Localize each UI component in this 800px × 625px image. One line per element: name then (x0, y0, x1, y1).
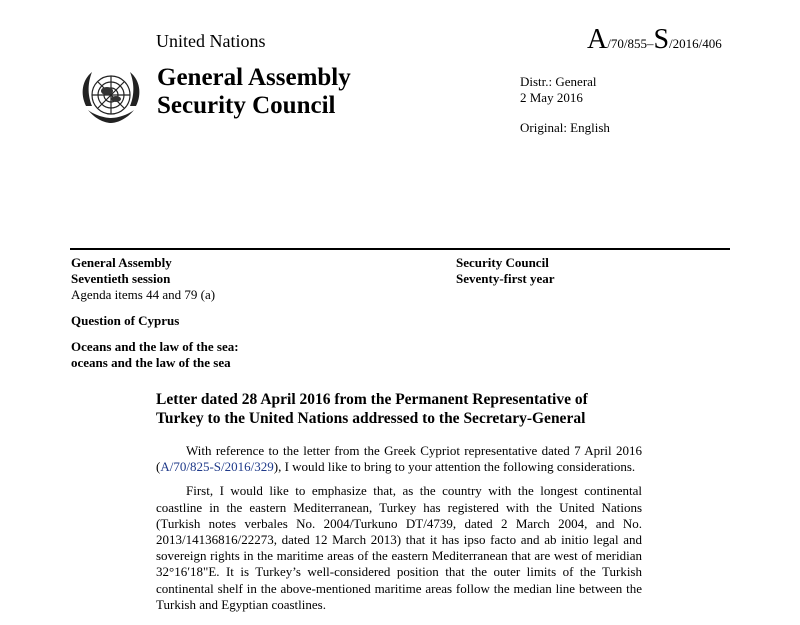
symbol-a: A (587, 24, 608, 55)
distribution-info (520, 74, 610, 136)
symbol-s: S (653, 24, 670, 55)
agenda-items: Agenda items 44 and 79 (a) (71, 287, 216, 302)
oceans-heading-2: oceans and the law of the sea (71, 355, 231, 370)
assembly-heading: General Assembly (71, 255, 172, 270)
document-symbol (587, 24, 722, 56)
paragraph-1-text-b: ), I would like to bring to your attention the following considerations. (273, 459, 636, 475)
letter-body (156, 443, 642, 621)
session-heading: Seventieth session (71, 271, 171, 286)
organ-general-assembly: General Assembly (157, 64, 351, 91)
paragraph-1-text-a: With reference to the letter from the Greek Cypriot representative dated 7 April 2016 ( (156, 443, 642, 475)
question-heading: Question of Cyprus (71, 313, 180, 328)
organ-names (157, 64, 351, 120)
un-emblem-icon (76, 66, 146, 128)
symbol-part1: /70/855 (607, 36, 647, 51)
letter-title (156, 390, 656, 428)
paragraph-2: First, I would like to emphasize that, as the country with the longest continental coastline in the eastern Mediterranean, Turkey has registered with the United Nations (Turkish notes verbales No. 2004/Turkuno DT/4739, dated 2 March 2004, and No. 2013/14136816/22273, dated 12 March 2013) that it has ipso facto and ab initio legal and sovereign rights in the maritime areas of the eastern Mediterranean that are west of meridian 32°16′18"E. It is Turkey’s well-considered position that the outer limits of the Turkish continental shelf in the above-mentioned maritime areas follow the median line between the Turkish and Egyptian coastlines. (156, 483, 642, 612)
paragraph-1 (156, 443, 642, 475)
council-year: Seventy-first year (456, 271, 555, 286)
organ-security-council: Security Council (157, 92, 336, 119)
council-block (456, 255, 555, 287)
symbol-part2: /2016/406 (669, 36, 722, 51)
header-divider (70, 248, 730, 250)
letter-title-line-1: Letter dated 28 April 2016 from the Permanent Representative of (156, 391, 588, 408)
document-link[interactable]: A/70/825-S/2016/329 (160, 459, 274, 475)
original-language: Original: English (520, 120, 610, 135)
assembly-agenda-block (71, 255, 239, 371)
council-heading: Security Council (456, 255, 549, 270)
distr-date: 2 May 2016 (520, 90, 583, 105)
letter-title-line-2: Turkey to the United Nations addressed to the Secretary-General (156, 410, 586, 427)
symbol-dash: – (646, 36, 654, 51)
un-name: United Nations (156, 31, 266, 51)
distr-general: Distr.: General (520, 74, 597, 89)
oceans-heading-1: Oceans and the law of the sea: (71, 339, 239, 354)
